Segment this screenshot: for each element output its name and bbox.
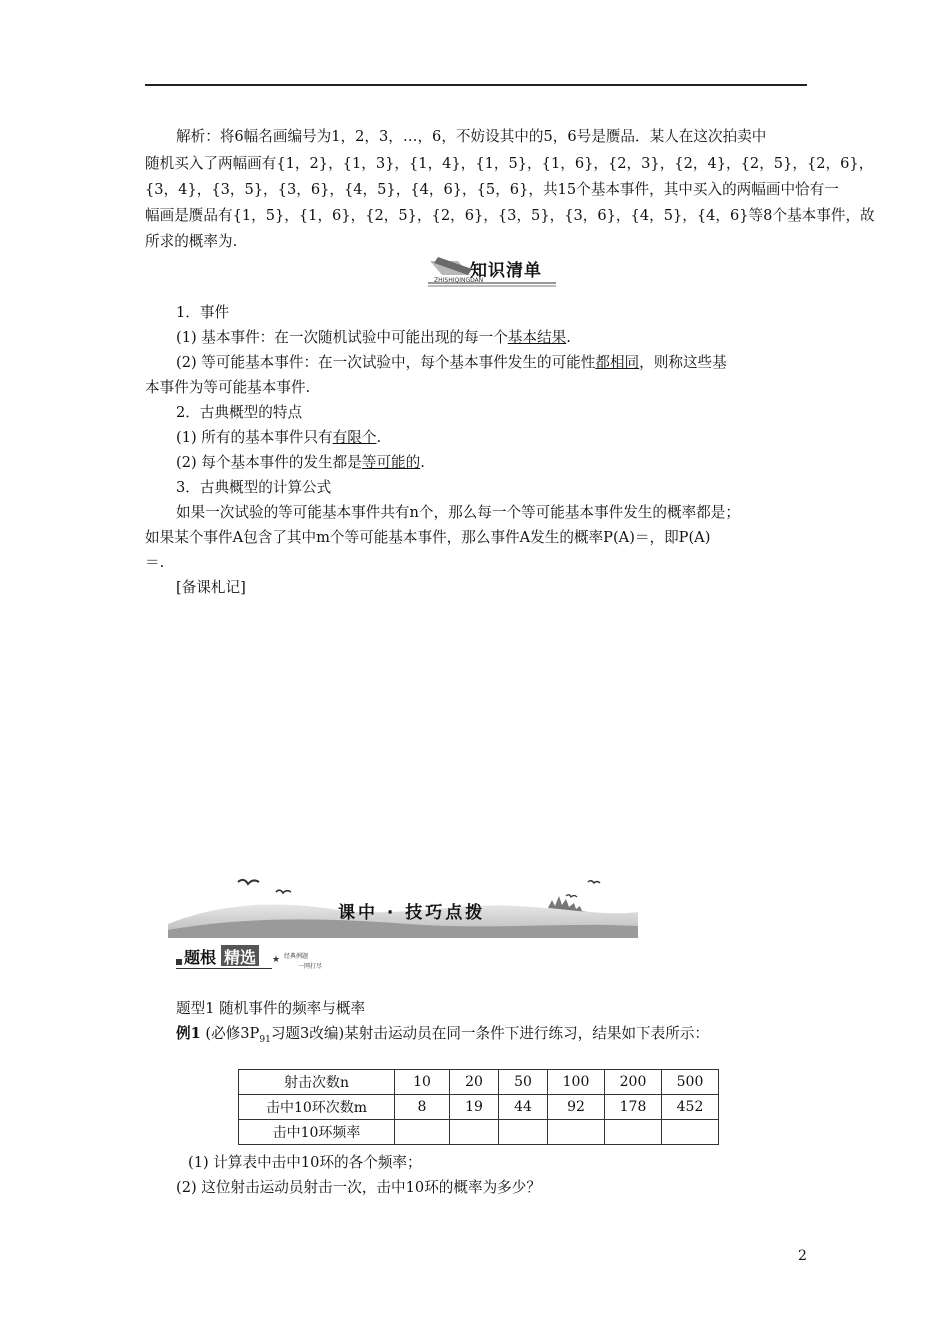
table-cell: 击中10环次数m — [239, 1095, 395, 1120]
question-1: (1) 计算表中击中10环的各个频率； — [188, 1154, 422, 1171]
analysis-line-2: 随机买入了两幅画有{1，2}，{1，3}，{1，4}，{1，5}，{1，6}，{2，3}，{2，4}，{2，5}，{2，6}， — [145, 155, 874, 172]
question-type-title: 题型1 随机事件的频率与概率 — [176, 1000, 366, 1017]
knowledge-item-1: (1) 基本事件：在一次随机试验中可能出现的每一个基本结果. — [176, 329, 571, 346]
table-cell: 射击次数n — [239, 1070, 395, 1095]
table-cell — [499, 1120, 548, 1145]
table-cell: 178 — [605, 1095, 662, 1120]
table-row — [239, 1070, 719, 1095]
class-banner-title: 课中 · 技巧点拨 — [338, 903, 486, 923]
knowledge-item-2: (2) 等可能基本事件：在一次试验中，每个基本事件发生的可能性都相同，则称这些基 — [176, 354, 727, 371]
table-cell — [548, 1120, 605, 1145]
header-rule — [145, 84, 807, 86]
knowledge-item-4: (2) 每个基本事件的发生都是等可能的. — [176, 454, 425, 471]
tigen-highlight: 精选 — [221, 945, 259, 966]
knowledge-item-2-cont: 本事件为等可能基本事件. — [145, 379, 311, 396]
table-cell: 200 — [605, 1070, 662, 1095]
table-cell: 452 — [662, 1095, 719, 1120]
knowledge-heading-1: 1．事件 — [176, 304, 230, 321]
table-cell — [450, 1120, 499, 1145]
knowledge-banner-title: 知识清单 — [470, 261, 542, 281]
table-cell: 19 — [450, 1095, 499, 1120]
analysis-line-3: {3，4}，{3，5}，{3，6}，{4，5}，{4，6}，{5，6}，共15个基本事件，其中买入的两幅画中恰有一 — [145, 181, 839, 198]
tigen-underline — [176, 968, 272, 969]
table-cell: 击中10环频率 — [239, 1120, 395, 1145]
tigen-small-1: 经典例题 — [284, 953, 309, 960]
star-icon: ★ — [272, 955, 281, 965]
knowledge-banner — [428, 253, 558, 289]
blank-answer-3: 有限个 — [332, 429, 377, 446]
knowledge-heading-2: 2．古典概型的特点 — [176, 404, 303, 421]
blank-answer-2: 都相同 — [595, 354, 640, 371]
frequency-table — [238, 1069, 719, 1145]
formula-line-3: ＝. — [145, 554, 165, 571]
question-2: (2) 这位射击运动员射击一次，击中10环的概率为多少？ — [176, 1179, 541, 1196]
table-cell — [662, 1120, 719, 1145]
knowledge-item-3: (1) 所有的基本事件只有有限个. — [176, 429, 382, 446]
table-cell: 10 — [395, 1070, 450, 1095]
table-cell: 92 — [548, 1095, 605, 1120]
page-number: 2 — [798, 1248, 807, 1264]
analysis-line-4: 幅画是赝品有{1，5}，{1，6}，{2，5}，{2，6}，{3，5}，{3，6}，{4，5}，{4，6}等8个基本事件，故 — [145, 207, 875, 224]
table-cell: 44 — [499, 1095, 548, 1120]
table-cell: 50 — [499, 1070, 548, 1095]
table-cell: 500 — [662, 1070, 719, 1095]
blank-answer-4: 等可能的 — [361, 454, 421, 471]
notes-label: [备课札记] — [176, 579, 246, 596]
table-row — [239, 1120, 719, 1145]
formula-line-2: 如果某个事件A包含了其中m个等可能基本事件，那么事件A发生的概率P(A)＝，即P(A) — [145, 529, 711, 546]
example-label: 例1 — [176, 1025, 201, 1042]
table-row — [239, 1095, 719, 1120]
knowledge-banner-pinyin: ZHISHIQINGDAN — [434, 277, 484, 284]
blank-answer-1: 基本结果 — [507, 329, 567, 346]
table-cell — [395, 1120, 450, 1145]
tigen-bullet — [176, 959, 182, 965]
tigen-label: 题根 — [184, 948, 217, 967]
analysis-line-5: 所求的概率为. — [145, 233, 238, 250]
knowledge-heading-3: 3．古典概型的计算公式 — [176, 479, 332, 496]
class-banner — [168, 872, 638, 944]
table-cell — [605, 1120, 662, 1145]
table-cell: 8 — [395, 1095, 450, 1120]
tigen-small-2: 一网打尽 — [298, 963, 323, 970]
example-line: 例1 (必修$3P_{91}$习题3改编)某射击运动员在同一条件下进行练习，结果如下表所示： — [176, 1025, 710, 1045]
formula-line-1: 如果一次试验的等可能基本事件共有n个，那么每一个等可能基本事件发生的概率都是； — [176, 504, 740, 521]
analysis-line-1: 解析：将6幅名画编号为1，2，3，…，6，不妨设其中的5，6号是赝品．某人在这次拍卖中 — [176, 128, 767, 145]
tigen-banner — [176, 945, 396, 971]
table-cell: 20 — [450, 1070, 499, 1095]
table-cell: 100 — [548, 1070, 605, 1095]
